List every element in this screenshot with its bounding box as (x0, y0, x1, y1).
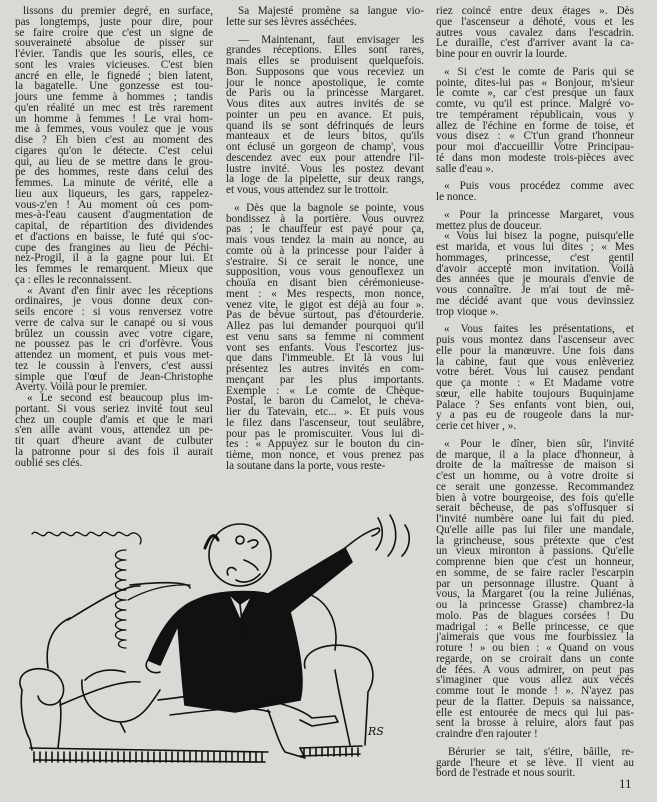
text-line: attendez un moment, et puis vous met- (15, 349, 213, 361)
text-line: Sa Majesté promène sa langue vio- (238, 5, 424, 17)
text-line: bien à votre bourgeoise, des fois qu'elle (436, 491, 634, 504)
text-line: « Vous lui bisez la pogne, puisqu'elle (444, 230, 634, 243)
paragraph (436, 231, 634, 317)
text-line: s'imaginer que vous allez aux vécés (436, 674, 634, 687)
text-line: sent la brosse à reluire, alors faut pas (436, 717, 634, 730)
text-line: ancré en elle, le fignedé ; bien latent, (15, 69, 213, 82)
text-line: de marque, il a la place d'honneur, à (436, 448, 634, 461)
text-line: pointe, dites-lui pas « Bonjour, m'sieur (436, 76, 634, 89)
text-line: comte où à la princesse pour l'aider à (226, 244, 424, 257)
text-line: présentez les autres invités en com- (226, 363, 424, 375)
paragraph (436, 324, 634, 432)
text-line: — Maintenant, faut envisager les (238, 33, 424, 46)
text-line: cupe des frangines au lieu de Péchi- (15, 241, 213, 254)
text-line: pour pas le promiscuiter. Vous lui di- (226, 427, 424, 440)
paragraph (436, 439, 634, 740)
text-line: jours une femme à hommes ; tandis (15, 91, 213, 103)
text-line: des années que je mourais d'envie de (436, 273, 634, 286)
text-line: lustre invité. Vous les postez devant (226, 162, 424, 175)
text-line: « Avant d'en finir avec les réceptions (27, 284, 213, 297)
text-line: pour moi d'accueillir Votre Principau- (436, 141, 634, 153)
text-line: Palace ? Ses enfants vont bien, oui, (436, 398, 634, 411)
text-column-1 (15, 6, 213, 468)
text-line: mettez plus de douceur. (436, 219, 542, 232)
text-line: vous-z'en ! Au moment où ces pom- (15, 198, 213, 211)
text-line: vous connaître. Je m'ai tout de mê- (436, 284, 634, 296)
text-line: le nonce. (436, 191, 477, 203)
text-line: elle pour la manœuvre. Une fois dans (436, 344, 634, 357)
text-line: riez coincé entre deux étages ». Dès (436, 5, 634, 17)
text-line: se faire croire que c'est un signe de (15, 26, 213, 39)
text-line: c'est un homme, ou à votre droite si (436, 470, 634, 482)
text-line: sont les vraies vicieuses. C'est bien (15, 58, 213, 71)
text-line: « Le second est beaucoup plus im- (27, 392, 213, 404)
text-line: la cabine, faut que vous enlèveriez (436, 355, 634, 368)
text-line: votre béret. Vous lui causez pendant (436, 366, 634, 379)
text-line: s'estraire. Si ce serait le nonce, une (226, 255, 424, 268)
text-line: les femmes le remarquent. Mieux que (15, 263, 213, 275)
paragraph (436, 210, 634, 232)
text-line: supposition, vous vous genouflexez un (226, 266, 424, 279)
text-line: roture ! » ou bien : « Quand on vous (436, 642, 634, 654)
text-line: serait bêcheuse, de pas s'offusquer si (436, 502, 634, 515)
text-line: « Si c'est le comte de Paris qui se (444, 65, 634, 78)
cartoon-illustration (0, 480, 440, 802)
text-line: « Puis vous procédez comme avec (444, 180, 634, 193)
text-line: mes-à-l'eau causent d'augmentation de (15, 209, 213, 222)
paragraph (226, 203, 424, 472)
text-line: la grincheuse, sous prétexte que c'est (436, 534, 634, 547)
text-line: Postal, le baron du Camelot, le cheva- (226, 395, 424, 408)
text-line: oublié ses clés. (15, 456, 83, 469)
text-line: comprenne bien que c'est un honneur, (436, 556, 634, 568)
text-line: de fées. A vous admirer, on peut pas (436, 663, 634, 676)
text-line: dise ? Eh bien c'est au moment des (15, 134, 213, 146)
text-line: mais elles se produisent quelquefois. (226, 55, 424, 67)
text-line: regarde, on se croirait dans un conte (436, 652, 634, 665)
paragraph (436, 67, 634, 175)
text-line: l'évier. Tandis que les souris, elles, ce (15, 48, 213, 60)
text-line: d'avoir accepté mon invitation. Voilà (436, 262, 634, 275)
text-line: me décidé avant que vous devinssiez (436, 294, 634, 307)
text-line: pas longtemps, juste pour dire, pour (15, 15, 213, 28)
text-line: Le duraille, c'est d'arriver avant la ca- (436, 37, 634, 50)
text-line: seils encore : si vous renversez votre (15, 306, 213, 318)
text-line: « Vous faites les présentations, et (444, 323, 634, 336)
text-line: manteaux et de leurs bitos, qu'ils (226, 130, 424, 143)
text-line: cerie cet hiver , ». (436, 420, 517, 432)
text-line: lissons du premier degré, en surface, (23, 5, 213, 17)
text-line: molo. Pas de blagues corsées ! Du (436, 609, 634, 622)
text-line: descendez avec eux pour attendre l'il- (226, 151, 424, 164)
text-line: la soutane dans la porte, vous reste- (226, 459, 386, 472)
text-line: que l'ascenseur a déhoté, vous et les (436, 15, 634, 28)
text-line: tez le coussin à l'envers, c'est aussi (15, 359, 213, 372)
text-line: allez de l'échine en forme de toise, et (436, 119, 634, 132)
text-line: madrigal : « Belle princesse, ce que (436, 620, 634, 633)
text-line: nez-Progil, il a la gagne pour lui. Et (15, 252, 213, 265)
text-line: lier du Tatevain, etc... ». Et puis vous (226, 406, 424, 418)
text-line: peur de la flatter. Depuis sa naissance, (436, 695, 634, 708)
text-line: elle est entourée de mecs qui lui pas- (436, 706, 634, 719)
text-line: craindre d'en rajouter ! (436, 728, 538, 740)
text-line: pas ; le chauffeur est payé pour ça, (226, 223, 424, 236)
text-column-2 (226, 6, 424, 472)
motion-lines (376, 515, 409, 556)
text-line: verre de calva sur le canapé ou si vous (15, 316, 213, 329)
page-number: 11 (619, 776, 632, 791)
text-line: souveraineté absolue de pisser sur (15, 37, 213, 50)
text-line: la bagatelle. Une gonzesse est tou- (15, 80, 213, 93)
text-line: pe des hommes, reste dans celui des (15, 166, 213, 179)
text-line: tre tempérament républicain, vous y (436, 108, 634, 121)
text-line: le comte », car c'est presque un faux (436, 87, 634, 100)
text-line: quand ils se sont défrinqués de leurs (226, 119, 424, 132)
paragraph (15, 6, 213, 286)
paragraph (436, 6, 634, 60)
text-line: portant. Si vous seriez invité tout seul (15, 402, 213, 415)
text-line: que dans l'immeuble. Et là vous lui (226, 352, 424, 365)
text-line: pointer un peu en avance. Et puis, (226, 108, 424, 121)
text-line: tit quart d'heure avant de culbuter (15, 435, 213, 447)
text-line: de Paris ou la princesse Margaret. (226, 87, 424, 100)
text-line: simple que l'œuf de Jean-Christophe (15, 370, 213, 383)
text-line: tième, mon nonce, et vous prenez pas (226, 449, 424, 461)
text-line: salle d'eau ». (436, 162, 494, 175)
text-line: Bérurier se tait, s'étire, bâille, re- (448, 745, 634, 758)
text-line: Allez pas lui demander pourquoi qu'il (226, 320, 424, 332)
text-line: ordinaires, je vous donne deux con- (15, 295, 213, 308)
text-line: vous disez : « C't'un grand t'honneur (436, 130, 634, 143)
text-line: Qu'elle aille pas lui filer une mandale, (436, 523, 634, 536)
text-line: garde l'heure et se lève. Il vient au (436, 756, 634, 769)
text-line: trop vioque ». (436, 305, 499, 318)
text-line: ou la princesse Grasse) chambrez-la (436, 599, 634, 611)
text-line: mençant par les plus importants. (226, 373, 424, 386)
text-line: par un personnage illustre. Quant à (436, 577, 634, 590)
text-line: Exemple : « Le comte de Chèque- (226, 384, 424, 397)
text-line: lieu aux liqueurs, les gars, rappelez- (15, 187, 213, 200)
text-line: j'aimerais que vous me fourbissiez la (436, 631, 634, 644)
text-line: que ça monte : « Et Madame votre (436, 377, 634, 389)
text-line: me à femmes, vous voulez que je vous (15, 123, 213, 136)
text-line: chouïa en disant bien cérémonieuse- (226, 277, 424, 289)
paragraph (15, 286, 213, 394)
text-line: vous, la Margaret (ou la reine Juliénas, (436, 588, 634, 601)
paragraph (226, 35, 424, 196)
text-line: ment : « Mes respects, mon nonce, (226, 287, 424, 300)
text-line: la loge de la pipelette, sur deux rangs, (226, 173, 424, 186)
text-line: comme tout le monde ! ». N'ayez pas (436, 685, 634, 697)
paragraph (15, 393, 213, 468)
text-line: té dans mon modeste trois-pièces avec (436, 151, 634, 164)
text-line: tes : « Appuyez sur le bouton du cin- (226, 438, 424, 451)
text-line: ne poussez pas le cri d'orfèvre. Vous (15, 338, 213, 351)
text-line: qui, au lieu de se mettre dans le grou- (15, 155, 213, 168)
text-line: ont éclusé un gorgeon de champ', vous (226, 141, 424, 153)
text-line: grandes réceptions. Elles sont rares, (226, 44, 424, 57)
artist-signature: RS (368, 725, 384, 738)
text-line: vont ses enfants. Vous l'escortez jus- (226, 341, 424, 354)
text-line: s'en aille avant vous, attendez un pe- (15, 424, 213, 437)
text-line: Pas de bévue surtout, pas d'étourderie. (226, 309, 424, 322)
text-line: le filez dans l'ascenseur, tout seulâbre, (226, 416, 424, 429)
text-line: « Pour la princesse Margaret, vous (444, 208, 634, 221)
text-line: capital, de répartition des dividendes (15, 220, 213, 232)
text-line: puis vous montez dans l'ascenseur avec (436, 334, 634, 346)
text-line: qu'en réalité un mec est très rarement (15, 101, 213, 114)
text-line: bord de l'estrade et nous sourit. (436, 767, 576, 780)
text-line: y a pas eu de rougeole dans la nur- (436, 409, 634, 422)
paragraph (226, 6, 424, 28)
text-line: jour le nonce apostolique, le comte (226, 76, 424, 89)
text-line: chez un couple d'amis et que le mari (15, 413, 213, 426)
text-line: ça : elles le reconnaissent. (15, 273, 132, 286)
text-line: « Dès que la bagnole se pointe, vous (234, 201, 424, 214)
text-line: et d'actions en baisse, le futé qui s'oc- (15, 230, 213, 243)
text-line: est venu sans sa femme ni comment (226, 330, 424, 343)
text-line: droite de la maîtresse de maison si (436, 459, 634, 472)
text-line: comte, vu qu'il est prince. Malgré vo- (436, 98, 634, 110)
text-line: et vous, vous attendez sur le trottoir. (226, 184, 389, 196)
text-line: la patronne pour si des fois il aurait (15, 445, 213, 458)
text-line: Bon. Supposons que vous receviez un (226, 65, 424, 78)
text-line: brûlez un coussin avec votre cigare, (15, 327, 213, 340)
text-line: l'invité numbère oane lui fait du pied. (436, 513, 634, 525)
text-line: lette sur ses lèvres asséchées. (226, 15, 357, 28)
text-line: en somme, de se faire racler l'escarpin (436, 566, 634, 579)
text-line: sœur, elle habite toujours Buquinjame (436, 387, 634, 400)
text-line: bondissez à la portière. Vous ouvrez (226, 212, 424, 225)
text-line: ce serait une gonzesse. Recommandez (436, 480, 634, 493)
text-line: venez vite, le gigot est déjà au four ». (226, 298, 424, 311)
text-line: cigares qu'on le détecte. C'est celui (15, 144, 213, 157)
paragraph (436, 181, 634, 203)
text-line: « Pour le dîner, bien sûr, l'invité (444, 437, 634, 450)
text-line: hommages, princesse, c'est gentil (436, 251, 634, 264)
text-line: bine pour en ouvrir la lourde. (436, 48, 568, 60)
text-line: un vieux mironton à passions. Qu'elle (436, 545, 634, 558)
text-line: un homme à femmes ! Le vrai hom- (15, 112, 213, 125)
text-line: autres vous cavalez dans l'escadrin. (436, 26, 634, 39)
text-line: femmes. La minute de vérité, elle a (15, 177, 213, 189)
text-line: Averty. Voilà pour le premier. (15, 381, 148, 394)
text-line: Vous dites aux autres invités de se (226, 98, 424, 110)
paragraph (436, 747, 634, 779)
text-line: est marida, et vous lui dites ; « Mes (436, 241, 634, 253)
text-line: mais vous tendez la main au nonce, au (226, 234, 424, 246)
text-column-3 (436, 6, 634, 779)
